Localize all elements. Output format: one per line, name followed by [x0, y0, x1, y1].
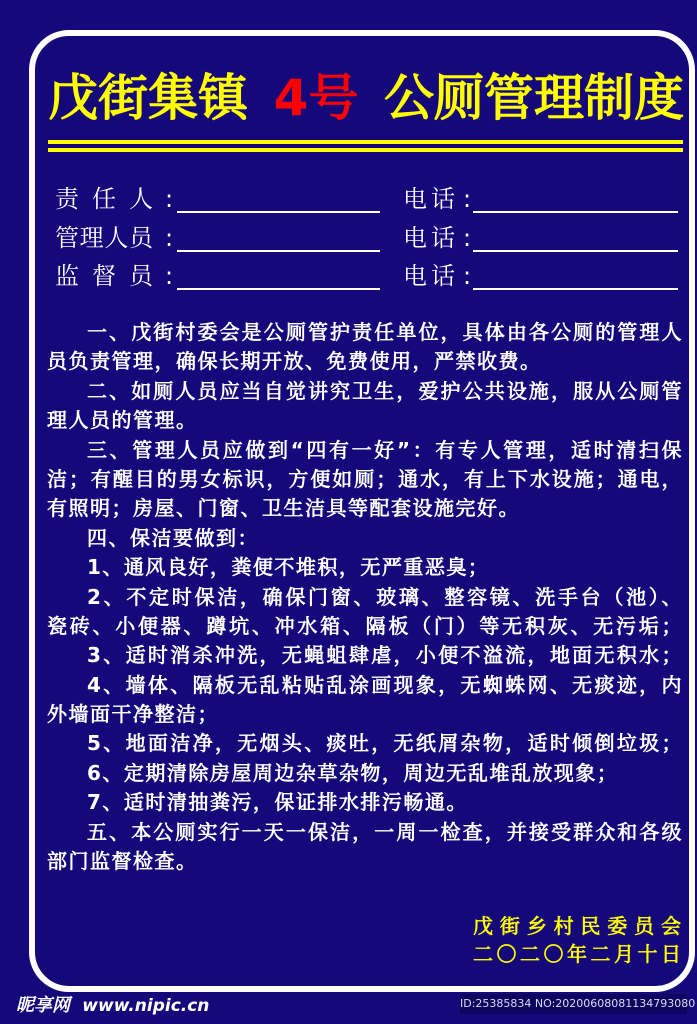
phone-blank	[473, 288, 678, 290]
signature-block	[473, 912, 681, 968]
field-label: 监督员	[55, 262, 153, 290]
rule-2-line-2: 理人员的管理。	[47, 408, 198, 433]
responsibility-form	[55, 184, 685, 300]
rule-1-line-1: 一、戊街村委会是公厕管护责任单位，具体由各公厕的管理人	[87, 320, 683, 344]
rule-2-line-1: 二、如厕人员应当自觉讲究卫生，爱护公共设施，服从公厕管	[87, 378, 683, 403]
phone-label: 电话	[403, 223, 455, 252]
manager-blank	[177, 250, 380, 252]
field-colon: :	[165, 185, 174, 213]
watermark-id: ID:25385834 NO:20200608081134793080	[460, 994, 687, 1014]
field-label: 责任人	[55, 185, 153, 213]
watermark-logo-text: 昵享网	[16, 995, 70, 1016]
title-town: 戊街集镇	[48, 69, 248, 127]
rule-5-line-1: 五、本公厕实行一天一保洁，一周一检查，并接受群众和各级	[87, 819, 683, 844]
form-row-manager	[55, 223, 685, 262]
rule-3-line-2: 洁；有醒目的男女标识，方便如厕；通水，有上下水设施；通电，	[47, 466, 683, 491]
form-row-responsible-person	[55, 184, 685, 223]
phone-label: 电话	[403, 262, 455, 290]
rule-4-item-4-line-1: 4、墙体、隔板无乱粘贴乱涂画现象，无蜘蛛网、无痰迹，内	[87, 672, 683, 697]
field-colon: :	[165, 223, 174, 252]
rule-4-item-4-line-2: 外墙面干净整洁；	[47, 702, 219, 727]
page-title	[48, 66, 684, 130]
title-divider-bottom	[48, 148, 683, 152]
rule-4-item-1: 1、通风良好，粪便不堆积，无严重恶臭；	[87, 555, 490, 580]
phone-blank	[473, 211, 678, 213]
rule-4-item-2-line-1: 2、不定时保洁，确保门窗、玻璃、整容镜、洗手台（池）、	[87, 584, 683, 609]
watermark-brand	[16, 995, 209, 1017]
rules-body	[47, 318, 683, 876]
phone-blank	[473, 250, 678, 252]
form-row-supervisor	[55, 261, 685, 300]
title-divider-top	[48, 140, 683, 144]
phone-colon: :	[463, 223, 472, 252]
rule-4-item-3: 3、适时消杀冲洗，无蝇蛆肆虐，小便不溢流，地面无积水；	[87, 643, 683, 668]
title-number: 4号	[273, 69, 359, 127]
phone-colon: :	[463, 262, 472, 290]
responsible-person-blank	[177, 211, 380, 213]
rule-1-line-2: 员负责管理，确保长期开放、免费使用，严禁收费。	[47, 349, 542, 374]
phone-label: 电话	[403, 185, 455, 213]
field-colon: :	[165, 262, 174, 290]
rule-4-heading: 四、保洁要做到：	[87, 525, 259, 550]
issuer-name: 戊街乡村民委员会	[473, 914, 681, 938]
field-label: 管理人员	[55, 223, 153, 252]
rule-4-item-7: 7、适时清抽粪污，保证排水排污畅通。	[87, 790, 468, 815]
title-subject: 公厕管理制度	[383, 69, 684, 127]
phone-colon: :	[463, 185, 472, 213]
supervisor-blank	[177, 288, 380, 290]
issue-date: 二〇二〇年二月十日	[473, 942, 681, 966]
rule-4-item-5: 5、地面洁净，无烟头、痰吐，无纸屑杂物，适时倾倒垃圾；	[87, 731, 683, 756]
watermark-url: www.nipic.cn	[82, 996, 210, 1016]
rule-3-line-1: 三、管理人员应做到“四有一好”：有专人管理，适时清扫保	[87, 437, 683, 462]
rule-4-item-6: 6、定期清除房屋周边杂草杂物，周边无乱堆乱放现象；	[87, 760, 619, 785]
rule-3-line-3: 有照明；房屋、门窗、卫生洁具等配套设施完好。	[47, 496, 520, 521]
rule-5-line-2: 部门监督检查。	[47, 849, 198, 874]
rule-4-item-2-line-2: 瓷砖、小便器、蹲坑、冲水箱、隔板（门）等无积灰、无污垢；	[47, 613, 683, 638]
